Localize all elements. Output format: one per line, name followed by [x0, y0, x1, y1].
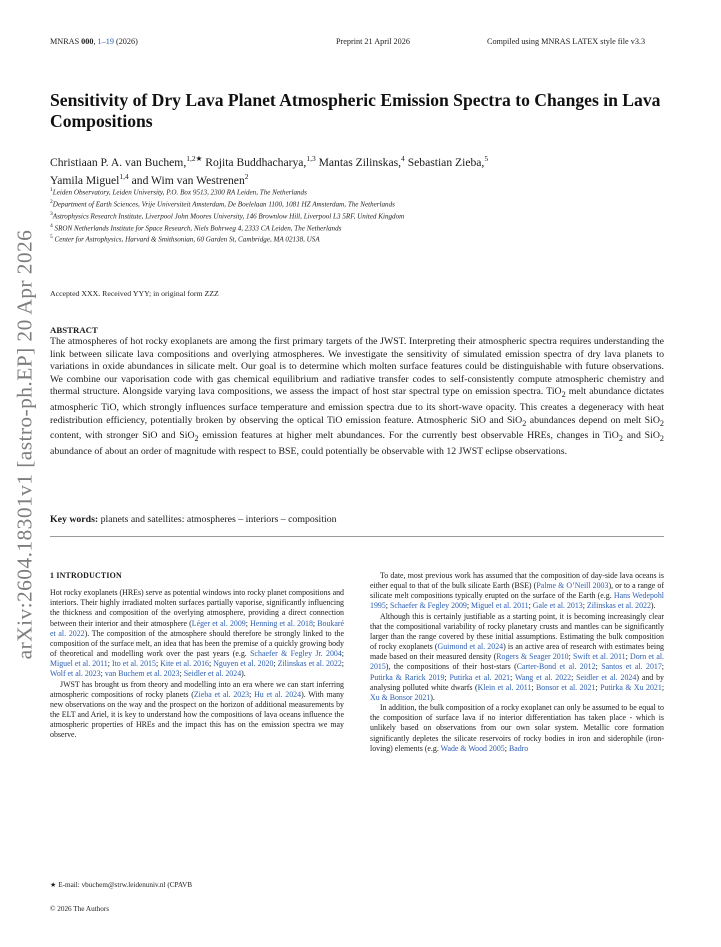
- section-heading-introduction: 1 INTRODUCTION: [50, 571, 122, 580]
- running-header-journal: MNRAS 000, 1–19 (2026): [50, 37, 138, 46]
- pages-link[interactable]: 1–19: [97, 37, 114, 46]
- citation-link[interactable]: Seidler et al. 2024: [183, 669, 242, 679]
- citation-link[interactable]: Zilinskas et al. 2022: [586, 601, 651, 611]
- author: Mantas Zilinskas,$^4$: [315, 154, 405, 169]
- citation-link[interactable]: Boukaré et al. 2022: [50, 618, 344, 638]
- citation-link[interactable]: Wade & Wood 2005: [440, 743, 505, 753]
- citation-link[interactable]: Xu & Bonsor 2021: [370, 692, 431, 702]
- running-header-preprint: Preprint 21 April 2026: [336, 37, 410, 46]
- citation-link[interactable]: Putirka et al. 2021: [449, 672, 511, 682]
- affiliation: $^1$Leiden Observatory, Leiden University, P.O. Box 9513, 2300 RA Leiden, The Netherlands: [50, 187, 307, 197]
- paragraph: JWST has brought us from theory and modelling into an era where we can start inferring atmospheric compositions of rocky planets (Zieba et al. 2023; Hu et al. 2024). With many new observations on the way and the prospect on the horizon of additional measurements by the ELT and Ariel, it is key to understand how the compositions of lava oceans influence the atmospheric properties of HREs and the impact this has on the emission spectra we may observe.: [50, 679, 344, 740]
- citation-link[interactable]: Miguel et al. 2011: [471, 601, 529, 611]
- citation-link[interactable]: Seidler et al. 2024: [576, 672, 637, 682]
- right-column: [370, 571, 664, 754]
- accepted-line: Accepted XXX. Received YYY; in original form ZZZ: [50, 289, 219, 298]
- citation-link[interactable]: Zieba et al. 2023: [193, 689, 250, 699]
- citation-link[interactable]: Wolf et al. 2023: [50, 669, 101, 679]
- citation-link[interactable]: Klein et al. 2011: [477, 682, 532, 692]
- footnote-email: ★ E-mail: vbuchem@strw.leidenuniv.nl (CPAVB: [50, 881, 193, 889]
- citation-link[interactable]: Bonsor et al. 2021: [536, 682, 596, 692]
- affiliation: $^2$Department of Earth Sciences, Vrije Universiteit Amsterdam, De Boelelaan 1100, 1081 HZ Amsterdam, The Netherlands: [50, 198, 395, 209]
- affiliation: $^4$ SRON Netherlands Institute for Space Research, Niels Bohrweg 4, 2333 CA Leiden, The Netherlands: [50, 222, 342, 232]
- author: Sebastian Zieba,$^5$: [404, 154, 489, 169]
- keywords-label: Key words:: [50, 514, 99, 525]
- affiliation: $^5$ Center for Astrophysics, Harvard & Smithsonian, 60 Garden St, Cambridge, MA 02138, USA: [50, 234, 320, 244]
- citation-link[interactable]: Dorn et al. 2015: [370, 652, 664, 672]
- citation-link[interactable]: Gale et al. 2013: [532, 601, 583, 611]
- citation-link[interactable]: Wang et al. 2022: [515, 672, 572, 682]
- keywords-text: planets and satellites: atmospheres – interiors – composition: [98, 514, 337, 525]
- citation-link[interactable]: Carter-Bond et al. 2012: [516, 662, 596, 672]
- citation-link[interactable]: Palme & O’Neill 2003: [536, 581, 609, 591]
- abstract-heading: ABSTRACT: [50, 325, 98, 335]
- citation-link[interactable]: Guimond et al. 2024: [437, 642, 504, 652]
- citation-link[interactable]: Rogers & Seager 2010: [496, 652, 569, 662]
- citation-link[interactable]: Putirka & Rarick 2019: [370, 672, 445, 682]
- paper-title: Sensitivity of Dry Lava Planet Atmospheric Emission Spectra to Changes in Lava Compositions: [50, 90, 661, 131]
- citation-link[interactable]: Schaefer & Fegley 2009: [389, 601, 467, 611]
- citation-link[interactable]: Zilinskas et al. 2022: [277, 659, 342, 669]
- copyright: © 2026 The Authors: [50, 905, 110, 913]
- paragraph: To date, most previous work has assumed that the composition of day-side lava oceans is either equal to that of the bulk silicate Earth (BSE) (Palme & O’Neill 2003), or to a range of silicate melt compositions typically erupted on the surface of the Earth (e.g. Hans Wedepohl 1995; Schaefer & Fegley 2009; Miguel et al. 2011; Gale et al. 2013; Zilinskas et al. 2022).: [370, 571, 665, 611]
- author: Rojita Buddhacharya,$^{1,3}$: [202, 154, 316, 169]
- citation-link[interactable]: Henning et al. 2018: [250, 618, 313, 628]
- citation-link[interactable]: Schaefer & Fegley Jr. 2004: [250, 649, 342, 659]
- paragraph: In addition, the bulk composition of a rocky exoplanet can only be assumed to be equal to the composition of surface lava if no interior differentiation has taken place - which is unlikely based on observations from our own solar system. Metallic core formation significantly depletes the silicate reservoirs of rocky bodies in iron and siderophile (iron-loving) elements (e.g. Wade & Wood 2005; Badro: [370, 703, 664, 753]
- arxiv-stamp: [12, 229, 38, 659]
- citation-link[interactable]: Léger et al. 2009: [191, 618, 246, 628]
- affiliations: [50, 186, 670, 245]
- author: Yamila Miguel$^{1,4}$: [50, 172, 129, 188]
- running-header-compiled: Compiled using MNRAS LATEX style file v3.3: [487, 37, 646, 46]
- citation-link[interactable]: Putirka & Xu 2021: [600, 682, 662, 692]
- paragraph: Although this is certainly justifiable as a starting point, it is becoming increasingly clear that the compositional variability of rocky planetary crusts and mantles can be significantly larger than the range covered by these initial assumptions. Estimating the bulk composition of rocky exoplanets (Guimond et al. 2024) is an active area of research with estimates being made based on their measured density (Rogers & Seager 2010; Swift et al. 2011; Dorn et al. 2015), the compositions of their host-stars (Carter-Bond et al. 2012; Santos et al. 2017; Putirka & Rarick 2019; Putirka et al. 2021; Wang et al. 2022; Seidler et al. 2024) and by analysing polluted white dwarfs (Klein et al. 2011; Bonsor et al. 2021; Putirka & Xu 2021; Xu & Bonsor 2021).: [370, 611, 665, 702]
- author: and Wim van Westrenen$^2$: [128, 172, 249, 188]
- citation-link[interactable]: Swift et al. 2011: [573, 652, 626, 662]
- citation-link[interactable]: Kite et al. 2016: [160, 659, 209, 669]
- citation-link[interactable]: Ito et al. 2015: [111, 659, 156, 669]
- citation-link[interactable]: Santos et al. 2017: [601, 662, 662, 672]
- author: Christiaan P. A. van Buchem,$^{1,2★}$: [50, 154, 203, 169]
- abstract-body: The atmospheres of hot rocky exoplanets are among the first primary targets of the JWST. Interpreting their atmospheric spectra requires understanding the link between silicate lava compositions and overlying atmospheres. We investigate the sensitivity of simulated emission spectra of dry lava planets to variations in oxide abundances in silicate melt. Our goal is to determine which molten surface features could be distinguishable with future observations. We combine our vaporisation code with gas chemical equilibrium and radiative transfer codes to self-consistently compute atmospheric chemistry and thermal structure. Alongside varying lava compositions, we assess the impact of host star spectral type on emission spectra. TiO$_2$ melt abundance dictates atmospheric TiO, which strongly influences surface temperature and emission spectra due to its short-wave opacity. This creates a degeneracy with heat redistribution efficiency, potentially broken by observing the optical TiO emission feature. Atmospheric SiO and SiO$_2$ abundances depend on melt SiO$_2$ content, with stronger SiO and SiO$_2$ emission features at higher melt abundances. For the currently best observable HREs, changes in TiO$_2$ and SiO$_2$ abundance of about an order of magnitude with respect to BSE, could potentially be observable with 12 JWST eclipse observations.: [50, 336, 664, 457]
- citation-link[interactable]: Miguel et al. 2011: [50, 659, 108, 669]
- paragraph: Hot rocky exoplanets (HREs) serve as potential windows into rocky planet compositions and interiors. Their highly irradiated molten surfaces partially vaporise, significantly influencing the thickness and composition of the overlying atmosphere, providing a direct connection between their interior and their atmosphere (Léger et al. 2009; Henning et al. 2018; Boukaré et al. 2022). The composition of the atmosphere should therefore be strongly linked to the composition of the surface melt, an idea that has been the premise of a quickly growing body of theoretical and modelling work over the past years (e.g. Schaefer & Fegley Jr. 2004; Miguel et al. 2011; Ito et al. 2015; Kite et al. 2016; Nguyen et al. 2020; Zilinskas et al. 2022; Wolf et al. 2023; van Buchem et al. 2023; Seidler et al. 2024).: [50, 588, 344, 679]
- citation-link[interactable]: Hu et al. 2024: [254, 689, 302, 699]
- affiliation: $^3$Astrophysics Research Institute, Liverpool John Moores University, 146 Brownlow Hill, Liverpool L3 5RF, United Kingdom: [50, 210, 405, 221]
- citation-link[interactable]: Hans Wedepohl 1995: [370, 591, 665, 611]
- volume: 000: [81, 37, 94, 46]
- citation-link[interactable]: Nguyen et al. 2020: [213, 659, 274, 669]
- author-list: [50, 152, 670, 189]
- left-column: [50, 571, 344, 741]
- citation-link[interactable]: van Buchem et al. 2023: [104, 669, 180, 679]
- keywords: [50, 514, 664, 525]
- arxiv-stamp-text: arXiv:2604.18301v1 [astro-ph.EP] 20 Apr 2026: [12, 229, 37, 659]
- citation-link[interactable]: Badro: [508, 743, 529, 753]
- section-divider: [50, 536, 664, 537]
